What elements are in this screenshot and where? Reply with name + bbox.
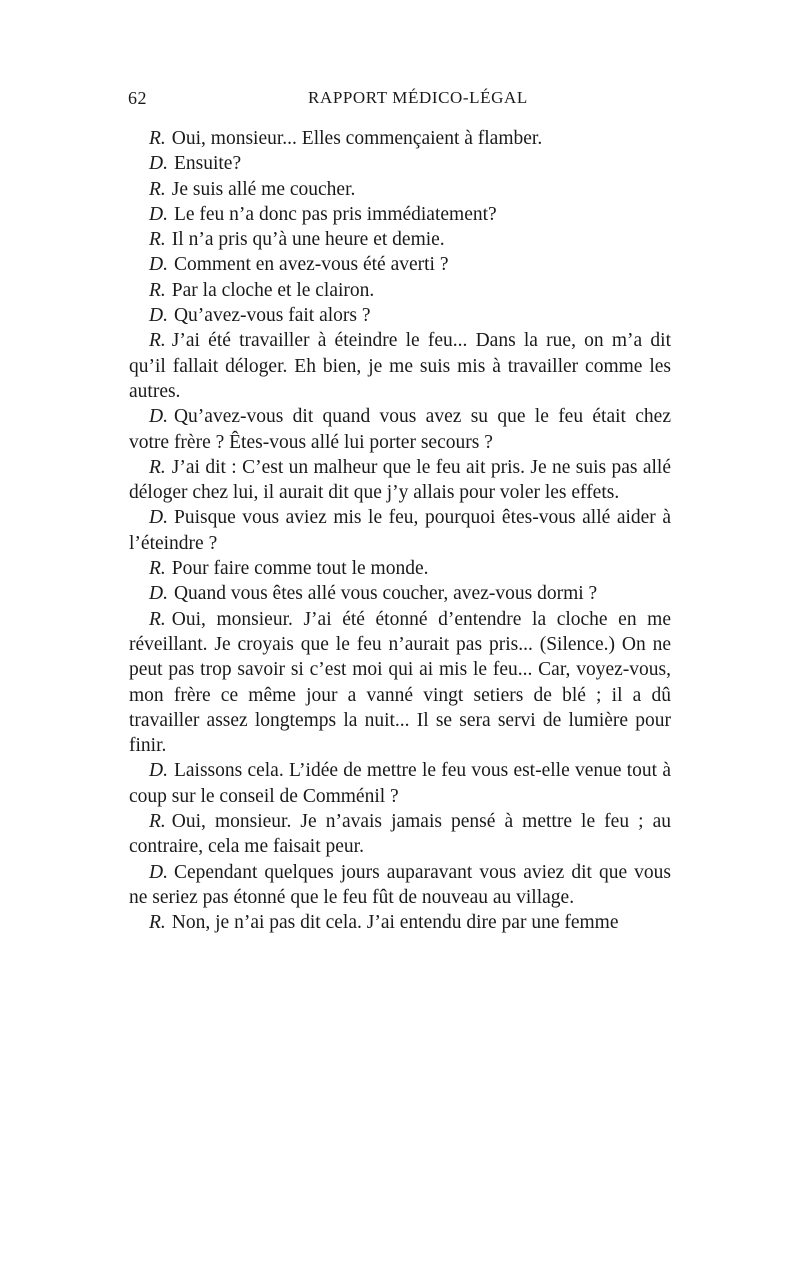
line-text: Oui, monsieur... Elles commençaient à flamber. [171,128,543,149]
speaker-label: R. [149,558,166,580]
speaker-label: R. [149,178,166,200]
speaker-label: D. [149,254,168,276]
dialogue-line [129,809,671,860]
speaker-label: R. [149,456,166,478]
dialogue-line [129,860,671,911]
speaker-label: R. [149,128,166,149]
speaker-label: R. [149,279,166,301]
speaker-label: R. [149,229,166,251]
line-text: Puisque vous aviez mis le feu, pourquoi êtes-vous allé aider à l’éteindre ? [129,507,671,554]
speaker-label: R. [149,811,166,833]
line-text: Oui, monsieur. Je n’avais jamais pensé à mettre le feu ; au contraire, cela me faisait peur. [129,811,671,858]
line-text: Non, je n’ai pas dit cela. J’ai entendu dire par une femme [171,912,619,934]
speaker-label: D. [149,153,168,175]
line-text: J’ai été travailler à éteindre le feu... Dans la rue, on m’a dit qu’il fallait déloger. Eh bien, je me suis mis à travailler comme les autres. [129,330,671,402]
dialogue-line [129,303,671,328]
page-header [128,88,670,118]
line-text: Laissons cela. L’idée de mettre le feu vous est-elle venue tout à coup sur le conseil de Comménil ? [129,760,671,807]
line-text: Par la cloche et le clairon. [171,279,375,301]
dialogue-body [129,126,671,936]
speaker-label: R. [149,912,166,934]
dialogue-line [129,252,671,277]
dialogue-line [129,581,671,606]
dialogue-line [129,505,671,556]
line-text: Qu’avez-vous fait alors ? [173,305,371,327]
dialogue-line [129,126,671,151]
running-title: RAPPORT MÉDICO-LÉGAL [308,88,528,107]
line-text: Je suis allé me coucher. [171,178,356,200]
dialogue-line [129,151,671,176]
line-text: Cependant quelques jours auparavant vous aviez dit que vous ne seriez pas étonné que le feu fût de nouveau au village. [129,861,671,908]
dialogue-line [129,404,671,455]
speaker-label: D. [149,507,168,529]
dialogue-line [129,556,671,581]
dialogue-line [129,455,671,506]
speaker-label: D. [149,583,168,605]
line-text: Pour faire comme tout le monde. [171,558,429,580]
line-text: Ensuite? [173,153,242,175]
dialogue-line [129,227,671,252]
speaker-label: D. [149,203,168,225]
line-text: Il n’a pris qu’à une heure et demie. [171,229,445,251]
line-text: Comment en avez-vous été averti ? [173,254,449,276]
line-text: Quand vous êtes allé vous coucher, avez-vous dormi ? [173,583,598,605]
dialogue-line [129,758,671,809]
line-text: Qu’avez-vous dit quand vous avez su que le feu était chez votre frère ? Êtes-vous allé lui porter secours ? [129,406,671,453]
dialogue-line [129,202,671,227]
speaker-label: R. [149,608,166,630]
speaker-label: D. [149,760,168,782]
dialogue-line [129,328,671,404]
speaker-label: D. [149,305,168,327]
speaker-label: D. [149,406,168,428]
page-number: 62 [128,88,147,108]
dialogue-line [129,177,671,202]
line-text: J’ai dit : C’est un malheur que le feu ait pris. Je ne suis pas allé déloger chez lui, il aurait dit que j’y allais pour voler les effets. [129,456,671,504]
speaker-label: D. [149,861,168,883]
line-text: Oui, monsieur. J’ai été étonné d’entendre la cloche en me réveillant. Je croyais que le feu n’aurait pas pris... (Silence.) On ne peut pas trop savoir si c’est moi qui ai mis le feu... Car, voyez-vous, mon frère ce même jour a vanné vingt setiers de blé ; il a dû travailler assez longtemps la nuit... Il se sera servi de lumière pour finir. [129,608,671,757]
dialogue-line [129,607,671,759]
dialogue-line [129,910,671,935]
speaker-label: R. [149,330,166,352]
line-text: Le feu n’a donc pas pris immédiatement? [173,203,497,225]
dialogue-line [129,278,671,303]
